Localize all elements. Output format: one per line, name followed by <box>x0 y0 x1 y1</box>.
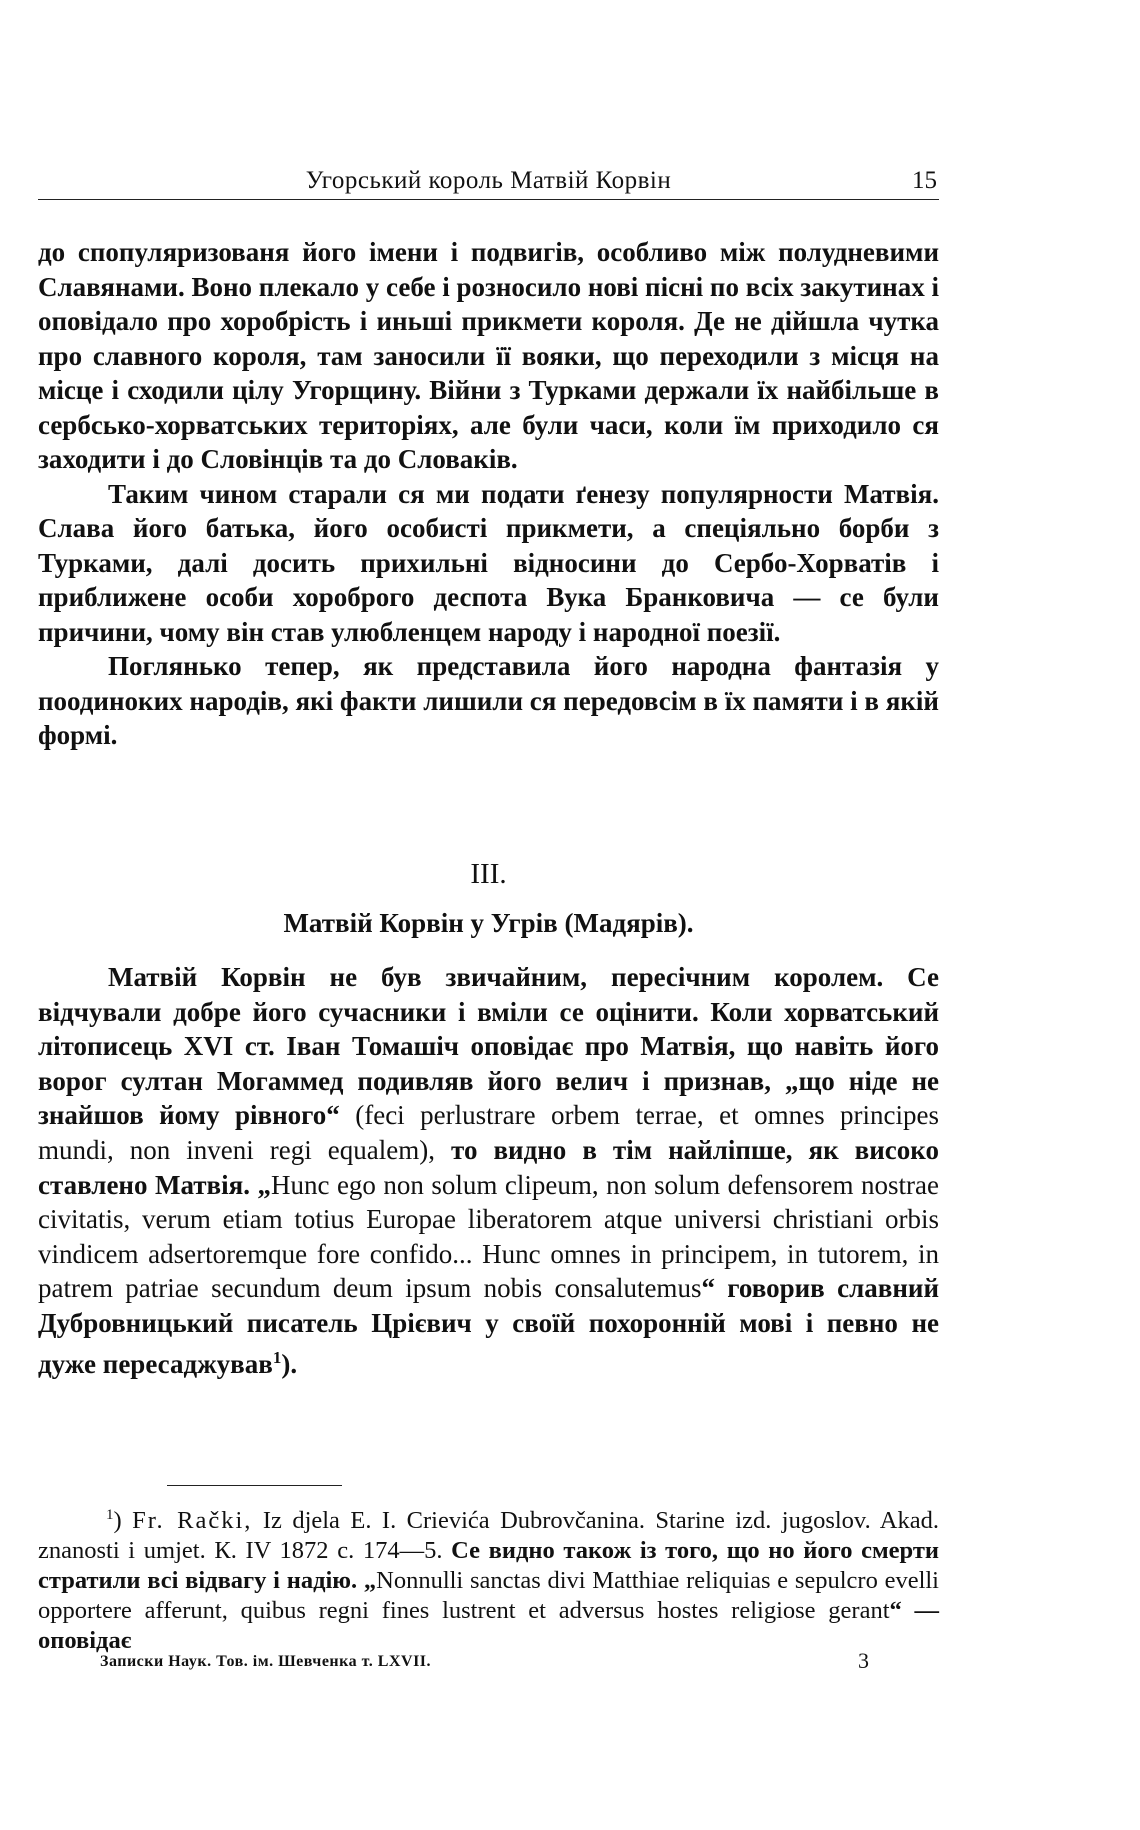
footnote-author: Fr. Rački, <box>132 1507 253 1535</box>
footnote: $^1$) Fr. Rački, Iz djela E. I. Crievića Dubrovčanina. Starine izd. jugoslov. Akad. znanosti i umjet. К. IV 1872 с. 174—5. Се видно також із того, що но його смерти стратили всі відвагу і надію. „Nonnulli sanctas divi Matthiae reliquias e sepulcro evelli opportere afferunt, quibus regni fines lustrent et adversus hostes religiose gerant“ — оповідає <box>38 1507 940 1655</box>
section-number: III. <box>470 858 507 890</box>
section-text-latin-1: (feci perlustrare orbem terrae, et omnes principes mundi, non inveni regi equalem), <box>38 1100 940 1165</box>
signature-line: Записки Наук. Тов. ім. Шевченка т. LXVII. <box>100 1653 432 1670</box>
paragraph-1: до спопуляризованя його імени і подвигів, особливо між полудневими Славянами. Воно плекало у себе і розносило нові пісні по всіх закутинах і оповідало про хоробрість і иньші прикмети короля. Де не дійшла чутка про славного короля, там заносили її вояки, що переходили з місця на місце і сходили цілу Угорщину. Війни з Турками держали їх найбільше в сербсько-хорватських територіях, але були часи, коли їм приходило ся заходити і до Словінців та до Словаків. <box>38 237 939 474</box>
section-text-4: ). <box>281 1348 298 1379</box>
main-text <box>38 235 939 753</box>
running-header <box>38 165 939 200</box>
paragraph-3: Поглянько тепер, як представила його народна фантазія у поодиноких народів, які факти лишили ся передовсім в їх памяти і в якій формі. <box>38 651 939 750</box>
footnote-text-3: Nonnulli sanctas divi Matthiae reliquias e sepulcro evelli opportere afferunt, quibus regni fines lustrent et adversus hostes religiose gerant <box>38 1567 939 1625</box>
section-text-1: Матвій Корвін не був звичайним, пересічним королем. Се відчували добре його сучасники і вміли се оцінити. Коли хорватський літописець XVI ст. Іван Томашіч оповідає про Матвія, що навіть його ворог султан Могаммед подивляв його велич і признав, „що ніде не знайшов йому рівного“ <box>38 962 939 1131</box>
sheet-number: 3 <box>858 1648 869 1673</box>
paragraph-2: Таким чином старали ся ми подати ґенезу популярности Матвія. Слава його батька, його особисті прикмети, а спеціяльно борби з Турками, далі досить прихильні відносини до Сербо-Хорватів і приближене особи хороброго деспота Вука Бранковича — се були причини, чому він став улюбленцем народу і народної поезії. <box>38 478 939 647</box>
footnote-marker: 1 <box>106 1507 114 1523</box>
footnote-text-1: Iz djela E. I. Crievića Dubrovčanina. Starine izd. jugoslov. Akad. znanosti i umjet. К. IV 1872 с. 174—5. <box>38 1507 939 1565</box>
section-paragraph <box>38 960 939 1381</box>
footnote-text-2: Се видно також із того, що но його смерти стратили всі відвагу і надію. „ <box>38 1537 939 1595</box>
footnote-divider <box>167 1485 342 1486</box>
section-text <box>38 960 939 1381</box>
footnote-reference: 1 <box>272 1347 282 1367</box>
header-title: Угорський король Матвій Корвін <box>305 167 672 194</box>
section-text-3: “ говорив славний Дубровницький писатель Црієвич у своїй похоронній мові і певно не дуже пересаджував <box>38 1273 939 1379</box>
section-text-2: то видно в тім найліпше, як високо ставлено Матвія. „ <box>38 1134 939 1200</box>
section-title: Матвій Корвін у Угрів (Мадярів). <box>283 908 694 938</box>
footnote-text-4: “ — оповідає <box>38 1597 940 1655</box>
section-text-latin-2: Hunc ego non solum clipeum, non solum defensorem nostrae civitatis, verum etiam totius Europae liberatorem atque universi christiani orbis vindicem adsertoremque fore confido... Hunc omnes in principem, in tutorem, in patrem patriae secundum deum ipsum nobis consalutemus <box>38 1169 940 1304</box>
page-number: 15 <box>912 167 937 194</box>
